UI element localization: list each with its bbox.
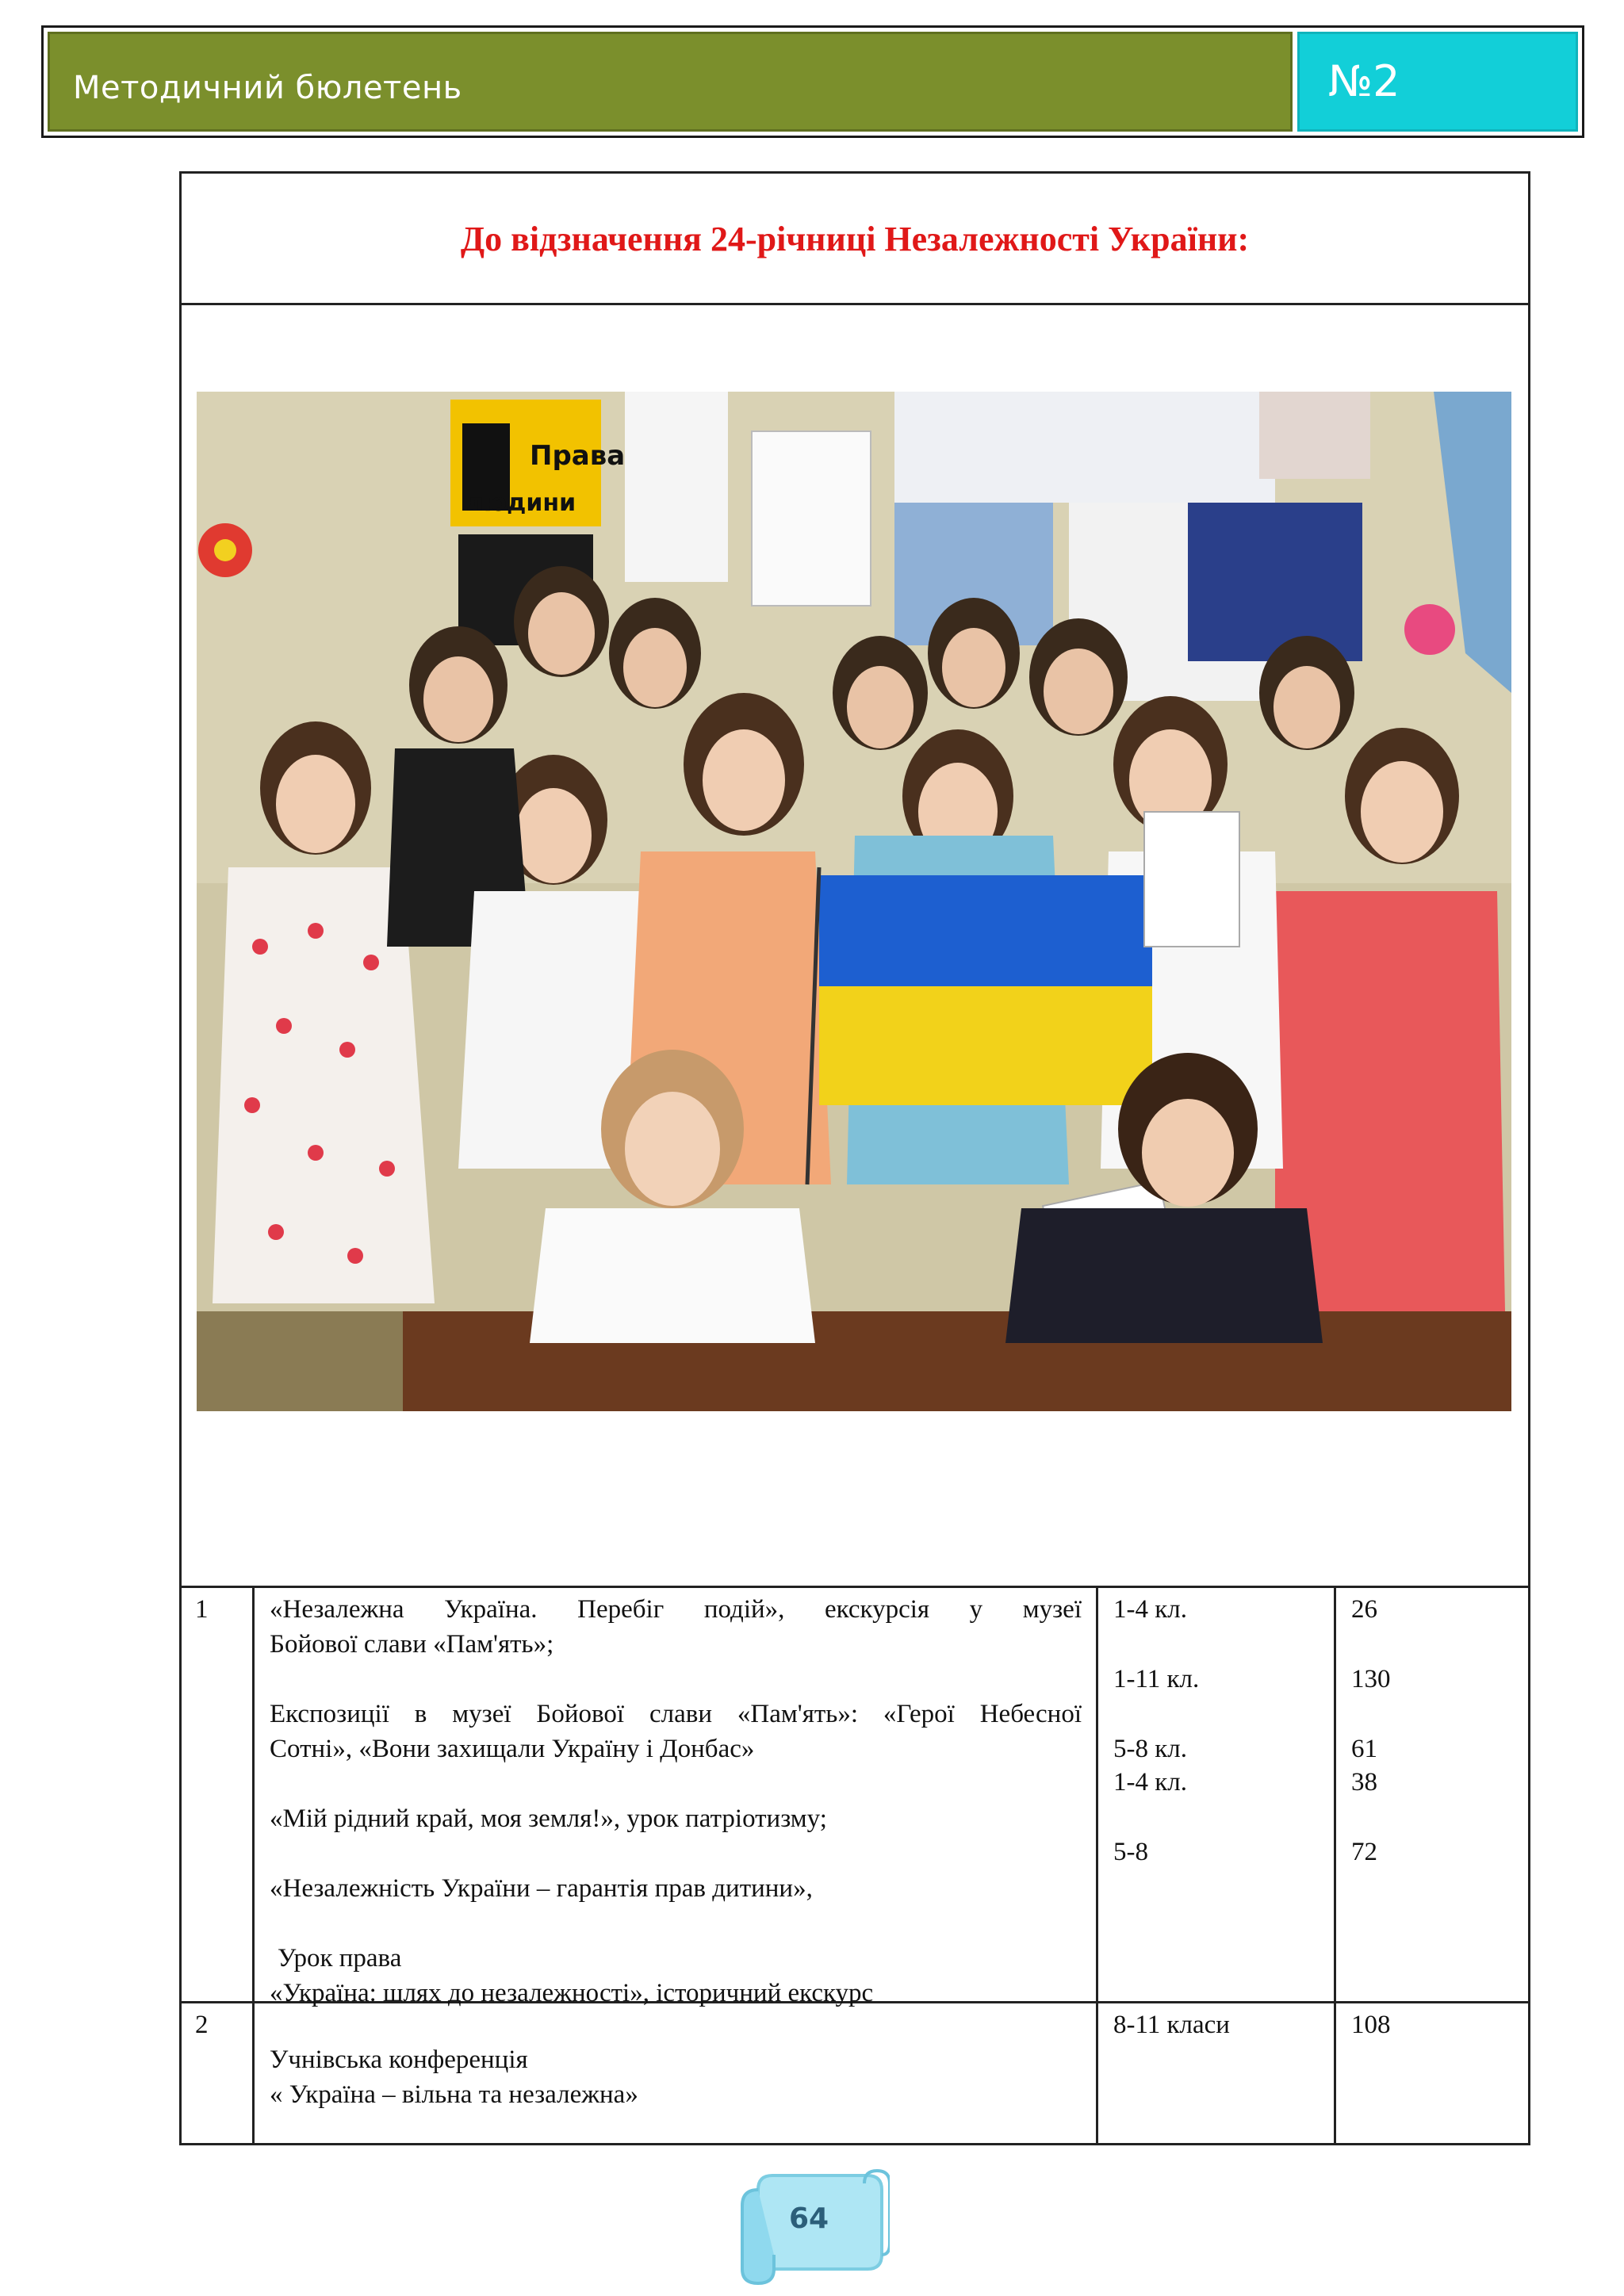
row-1-desc-line-8: «Україна: шлях до незалежності», історичний екскурс <box>270 1979 874 2007</box>
row-1-count-4: 38 <box>1351 1768 1377 1797</box>
poster-word-2: людини <box>466 489 576 517</box>
bulletin-title: Методичний бюлетень <box>73 70 462 106</box>
row-1-count-5: 72 <box>1351 1838 1377 1866</box>
row-2-grade: 8-11 класи <box>1113 2011 1230 2039</box>
row-1-grade-4: 1-4 кл. <box>1113 1768 1187 1797</box>
poster-word-1: Права <box>530 440 626 472</box>
row-1-desc-line-2: Бойової слави «Пам'ять»; <box>270 1630 554 1659</box>
issue-number: №2 <box>1328 56 1400 106</box>
row-1-grade-1: 1-4 кл. <box>1113 1595 1187 1624</box>
row-2-description <box>270 2042 1082 2112</box>
row-1-count-1: 26 <box>1351 1595 1377 1624</box>
table-col-divider-1 <box>252 1586 255 2145</box>
row-1-desc-line-6: «Незалежність України – гарантія прав дитини», <box>270 1874 813 1903</box>
row-1-number: 1 <box>195 1595 209 1624</box>
row-2-count: 108 <box>1351 2011 1391 2039</box>
row-2-desc-line-1: Учнівська конференція <box>270 2045 528 2074</box>
table-col-divider-2 <box>1096 1586 1098 2145</box>
row-1-desc-line-1: «Незалежна Україна. Перебіг подій», екскурсія у музеї <box>270 1595 1082 1624</box>
group-photo <box>197 392 1511 1411</box>
row-1-desc-line-3: Експозиції в музеї Бойової слави «Пам'ять»: «Герої Небесної <box>270 1700 1082 1728</box>
table-divider-photo <box>179 1586 1530 1588</box>
row-1-desc-line-4: Сотні», «Вони захищали Україну і Донбас» <box>270 1735 755 1763</box>
row-1-description <box>270 1592 1082 2011</box>
row-1-desc-line-5: «Мій рідний край, моя земля!», урок патріотизму; <box>270 1804 827 1833</box>
row-1-desc-line-7: Урок права <box>278 1944 402 1973</box>
row-2-desc-line-2: « Україна – вільна та незалежна» <box>270 2080 638 2109</box>
row-1-grade-3: 5-8 кл. <box>1113 1735 1187 1763</box>
row-1-grade-5: 5-8 <box>1113 1838 1148 1866</box>
row-1-count-3: 61 <box>1351 1735 1377 1763</box>
table-col-divider-3 <box>1334 1586 1336 2145</box>
row-1-grade-2: 1-11 кл. <box>1113 1665 1200 1693</box>
row-2-number: 2 <box>195 2011 209 2039</box>
page-number: 64 <box>788 2202 829 2235</box>
issue-number-box <box>1297 32 1578 132</box>
section-title: До відзначення 24-річниці Незалежності України: <box>460 219 1250 258</box>
row-1-count-2: 130 <box>1351 1665 1391 1693</box>
